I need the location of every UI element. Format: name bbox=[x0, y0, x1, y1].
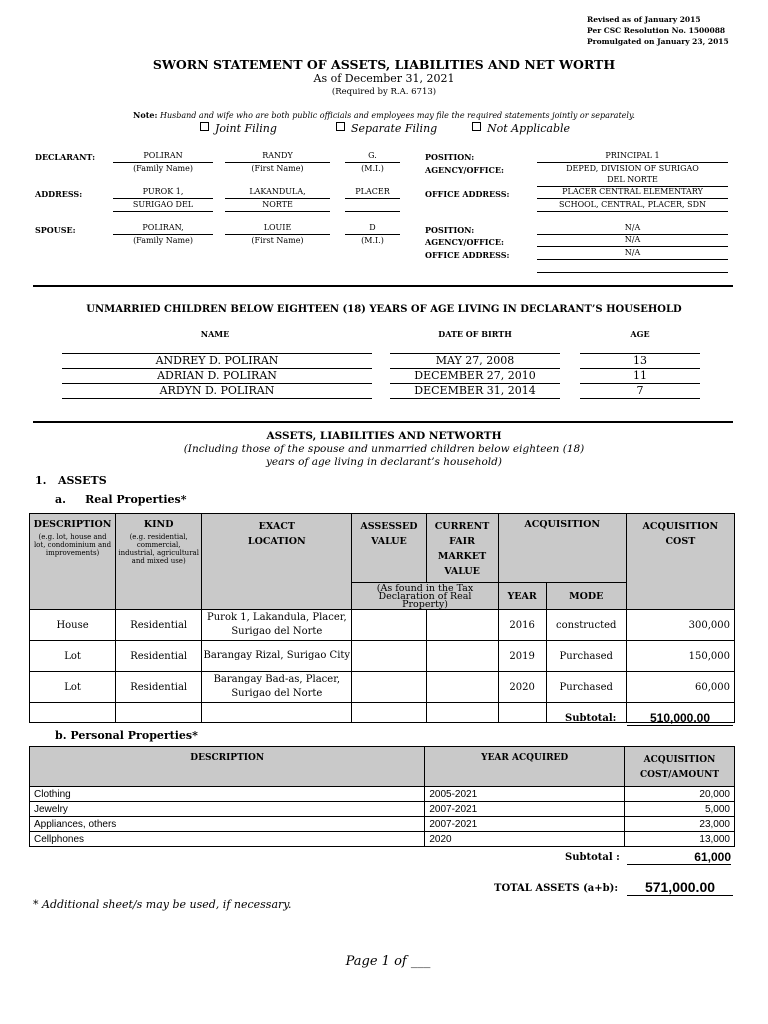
declarant-family-caption: (Family Name) bbox=[133, 164, 193, 173]
position-label: POSITION: bbox=[425, 152, 475, 162]
real-fmv bbox=[426, 610, 498, 641]
spouse-label: SPOUSE: bbox=[35, 225, 76, 235]
col-market-value bbox=[426, 514, 498, 583]
personal-desc: Appliances, others bbox=[30, 817, 425, 832]
declarant-first-name: RANDY bbox=[225, 151, 330, 163]
total-assets-value: 571,000.00 bbox=[627, 879, 733, 896]
spouse-position: N/A bbox=[537, 223, 728, 235]
page-title: SWORN STATEMENT OF ASSETS, LIABILITIES AND NET WORTH bbox=[152, 57, 616, 72]
table-row bbox=[30, 787, 735, 802]
declarant-address-blank bbox=[345, 200, 400, 212]
col-personal-cost-label-1: ACQUISITION bbox=[643, 755, 716, 765]
note-text: Husband and wife who are both public officials and employees may file the required statements jointly or separately. bbox=[159, 111, 635, 120]
col-assessed-label-1: ASSESSED bbox=[360, 521, 418, 532]
real-properties-heading: a. Real Properties* bbox=[55, 493, 187, 506]
spouse-mi-caption: (M.I.) bbox=[361, 236, 384, 245]
agency-label: AGENCY/OFFICE: bbox=[425, 165, 504, 175]
col-fmv-label-1: CURRENT bbox=[434, 521, 490, 532]
office-address-label: OFFICE ADDRESS: bbox=[425, 189, 510, 199]
real-location: Barangay Rizal, Surigao City bbox=[202, 641, 352, 672]
spouse-office: N/A bbox=[537, 248, 728, 260]
personal-properties-heading: b. Personal Properties* bbox=[55, 729, 198, 742]
child-dob: DECEMBER 27, 2010 bbox=[390, 369, 560, 384]
personal-year: 2020 bbox=[425, 832, 625, 847]
spouse-first-name: LOUIE bbox=[225, 223, 330, 235]
divider bbox=[33, 421, 733, 423]
filing-separate[interactable] bbox=[336, 122, 437, 135]
personal-desc: Jewelry bbox=[30, 802, 425, 817]
col-personal-cost-label-2: COST/AMOUNT bbox=[639, 770, 720, 780]
personal-cost: 13,000 bbox=[625, 832, 735, 847]
personal-subtotal-label: Subtotal : bbox=[565, 852, 620, 863]
resolution-text: Per CSC Resolution No. 1500088 bbox=[587, 26, 726, 35]
col-kind bbox=[116, 514, 202, 610]
real-kind: Residential bbox=[116, 672, 202, 703]
col-kind-label: KIND bbox=[143, 519, 174, 530]
declarant-address-2: LAKANDULA, bbox=[225, 187, 330, 199]
real-mode: constructed bbox=[546, 610, 626, 641]
child-age: 13 bbox=[580, 353, 700, 369]
child-age: 11 bbox=[580, 369, 700, 384]
spouse-agency: N/A bbox=[537, 235, 728, 247]
real-cost: 60,000 bbox=[626, 672, 734, 703]
real-fmv bbox=[426, 641, 498, 672]
divider bbox=[33, 285, 733, 287]
personal-desc: Cellphones bbox=[30, 832, 425, 847]
real-kind: Residential bbox=[116, 641, 202, 672]
declarant-address-4: SURIGAO DEL bbox=[113, 200, 213, 212]
filing-not-applicable[interactable] bbox=[472, 122, 570, 135]
col-assessed-value bbox=[352, 514, 426, 583]
col-personal-description: DESCRIPTION bbox=[30, 747, 425, 787]
required-by: (Required by R.A. 6713) bbox=[331, 87, 437, 97]
col-year: YEAR bbox=[498, 583, 546, 610]
table-row bbox=[30, 672, 735, 703]
children-col-age: AGE bbox=[630, 329, 650, 339]
checkbox-icon[interactable] bbox=[200, 122, 209, 131]
declarant-office-1: PLACER CENTRAL ELEMENTARY bbox=[537, 187, 728, 199]
real-year: 2020 bbox=[498, 672, 546, 703]
child-name: ADRIAN D. POLIRAN bbox=[62, 369, 372, 384]
real-subtotal-value: 510,000.00 bbox=[627, 711, 733, 726]
real-year: 2016 bbox=[498, 610, 546, 641]
alnw-title: ASSETS, LIABILITIES AND NETWORTH bbox=[266, 430, 502, 442]
child-dob: DECEMBER 31, 2014 bbox=[390, 384, 560, 399]
note bbox=[0, 110, 768, 120]
real-mode: Purchased bbox=[546, 641, 626, 672]
spouse-family-caption: (Family Name) bbox=[133, 236, 193, 245]
promulgated-text: Promulgated on January 23, 2015 bbox=[587, 37, 729, 46]
alnw-subtitle-2: years of age living in declarant’s household) bbox=[266, 456, 502, 468]
note-label: Note: bbox=[133, 110, 158, 120]
personal-year: 2007-2021 bbox=[425, 802, 625, 817]
col-tax-declaration-note: (As found in the Tax Declaration of Real Property) bbox=[352, 583, 498, 610]
spouse-mi: D bbox=[345, 223, 400, 235]
personal-cost: 23,000 bbox=[625, 817, 735, 832]
children-col-name: NAME bbox=[200, 329, 230, 339]
footnote: * Additional sheet/s may be used, if necessary. bbox=[33, 898, 292, 911]
child-age: 7 bbox=[580, 384, 700, 399]
personal-subtotal-value: 61,000 bbox=[627, 850, 731, 865]
col-fmv-label-3: MARKET bbox=[437, 551, 487, 562]
personal-year: 2007-2021 bbox=[425, 817, 625, 832]
child-dob: MAY 27, 2008 bbox=[390, 353, 560, 369]
spouse-office-blank bbox=[537, 261, 728, 273]
children-title: UNMARRIED CHILDREN BELOW EIGHTEEN (18) YEARS OF AGE LIVING IN DECLARANT’S HOUSEHOLD bbox=[86, 304, 682, 315]
real-kind: Residential bbox=[116, 610, 202, 641]
real-assessed bbox=[352, 641, 426, 672]
col-location bbox=[202, 514, 352, 610]
declarant-address-5: NORTE bbox=[225, 200, 330, 212]
col-description-label: DESCRIPTION bbox=[33, 519, 112, 530]
col-assessed-label-2: VALUE bbox=[371, 536, 407, 547]
table-row bbox=[30, 817, 735, 832]
table-row bbox=[30, 832, 735, 847]
declarant-agency-2: DEL NORTE bbox=[537, 175, 728, 187]
child-name: ANDREY D. POLIRAN bbox=[62, 353, 372, 369]
real-location: Barangay Bad-as, Placer, Surigao del Norte bbox=[202, 672, 352, 703]
real-assessed bbox=[352, 672, 426, 703]
real-desc: House bbox=[30, 610, 116, 641]
declarant-address-3: PLACER bbox=[345, 187, 400, 199]
page-number: Page 1 of ___ bbox=[345, 954, 431, 969]
col-description bbox=[30, 514, 116, 610]
alnw-subtitle-1: (Including those of the spouse and unmarried children below eighteen (18) bbox=[183, 443, 585, 455]
personal-cost: 20,000 bbox=[625, 787, 735, 802]
table-row bbox=[30, 610, 735, 641]
spouse-first-caption: (First Name) bbox=[251, 236, 304, 245]
address-label: ADDRESS: bbox=[35, 189, 83, 199]
col-location-label-1: EXACT bbox=[258, 521, 295, 532]
real-cost: 150,000 bbox=[626, 641, 734, 672]
col-cost-label-1: ACQUISITION bbox=[642, 521, 719, 532]
personal-properties-table bbox=[29, 746, 735, 847]
real-fmv bbox=[426, 672, 498, 703]
real-mode: Purchased bbox=[546, 672, 626, 703]
declarant-mi: G. bbox=[345, 151, 400, 163]
declarant-position: PRINCIPAL 1 bbox=[537, 151, 728, 163]
col-acquisition: ACQUISITION bbox=[498, 514, 626, 583]
checkbox-icon[interactable] bbox=[472, 122, 481, 131]
col-cost-label-2: COST bbox=[665, 536, 696, 547]
table-row bbox=[30, 641, 735, 672]
as-of-date: As of December 31, 2021 bbox=[313, 72, 455, 85]
real-cost: 300,000 bbox=[626, 610, 734, 641]
col-year-acquired: YEAR ACQUIRED bbox=[425, 747, 625, 787]
declarant-label: DECLARANT: bbox=[35, 152, 96, 162]
real-properties-table bbox=[29, 513, 735, 723]
personal-year: 2005-2021 bbox=[425, 787, 625, 802]
total-assets-label: TOTAL ASSETS (a+b): bbox=[494, 883, 619, 894]
col-mode: MODE bbox=[546, 583, 626, 610]
revision-info bbox=[587, 14, 729, 47]
real-location: Purok 1, Lakandula, Placer, Surigao del Norte bbox=[202, 610, 352, 641]
child-name: ARDYN D. POLIRAN bbox=[62, 384, 372, 399]
revised-text: Revised as of January 2015 bbox=[587, 15, 701, 24]
declarant-mi-caption: (M.I.) bbox=[361, 164, 384, 173]
declarant-first-caption: (First Name) bbox=[251, 164, 304, 173]
real-subtotal-label: Subtotal: bbox=[565, 713, 617, 724]
spouse-family-name: POLIRAN, bbox=[113, 223, 213, 235]
spouse-office-address-label: OFFICE ADDRESS: bbox=[425, 250, 510, 260]
col-personal-cost bbox=[625, 747, 735, 787]
declarant-address-1: PUROK 1, bbox=[113, 187, 213, 199]
declarant-family-name: POLIRAN bbox=[113, 151, 213, 163]
col-description-note: (e.g. lot, house and lot, condominium and improvements) bbox=[33, 533, 112, 557]
filing-joint[interactable] bbox=[200, 122, 277, 135]
col-acquisition-cost bbox=[626, 514, 734, 610]
col-fmv-label-4: VALUE bbox=[444, 566, 480, 577]
filing-na-label: Not Applicable bbox=[487, 122, 571, 135]
declarant-office-2: SCHOOL, CENTRAL, PLACER, SDN bbox=[537, 200, 728, 212]
col-kind-note: (e.g. residential, commercial, industrial, agricultural and mixed use) bbox=[118, 533, 199, 565]
real-desc: Lot bbox=[30, 641, 116, 672]
checkbox-icon[interactable] bbox=[336, 122, 345, 131]
spouse-agency-label: AGENCY/OFFICE: bbox=[425, 237, 504, 247]
col-location-label-2: LOCATION bbox=[247, 536, 306, 547]
real-year: 2019 bbox=[498, 641, 546, 672]
real-desc: Lot bbox=[30, 672, 116, 703]
personal-desc: Clothing bbox=[30, 787, 425, 802]
spouse-position-label: POSITION: bbox=[425, 225, 475, 235]
declarant-agency-1: DEPED, DIVISION OF SURIGAO bbox=[566, 164, 699, 173]
col-fmv-label-2: FAIR bbox=[449, 536, 476, 547]
filing-separate-label: Separate Filing bbox=[351, 122, 438, 135]
real-assessed bbox=[352, 610, 426, 641]
filing-joint-label: Joint Filing bbox=[215, 122, 277, 135]
table-row bbox=[30, 802, 735, 817]
children-col-dob: DATE OF BIRTH bbox=[438, 329, 512, 339]
personal-cost: 5,000 bbox=[625, 802, 735, 817]
assets-heading: 1. ASSETS bbox=[35, 474, 107, 487]
